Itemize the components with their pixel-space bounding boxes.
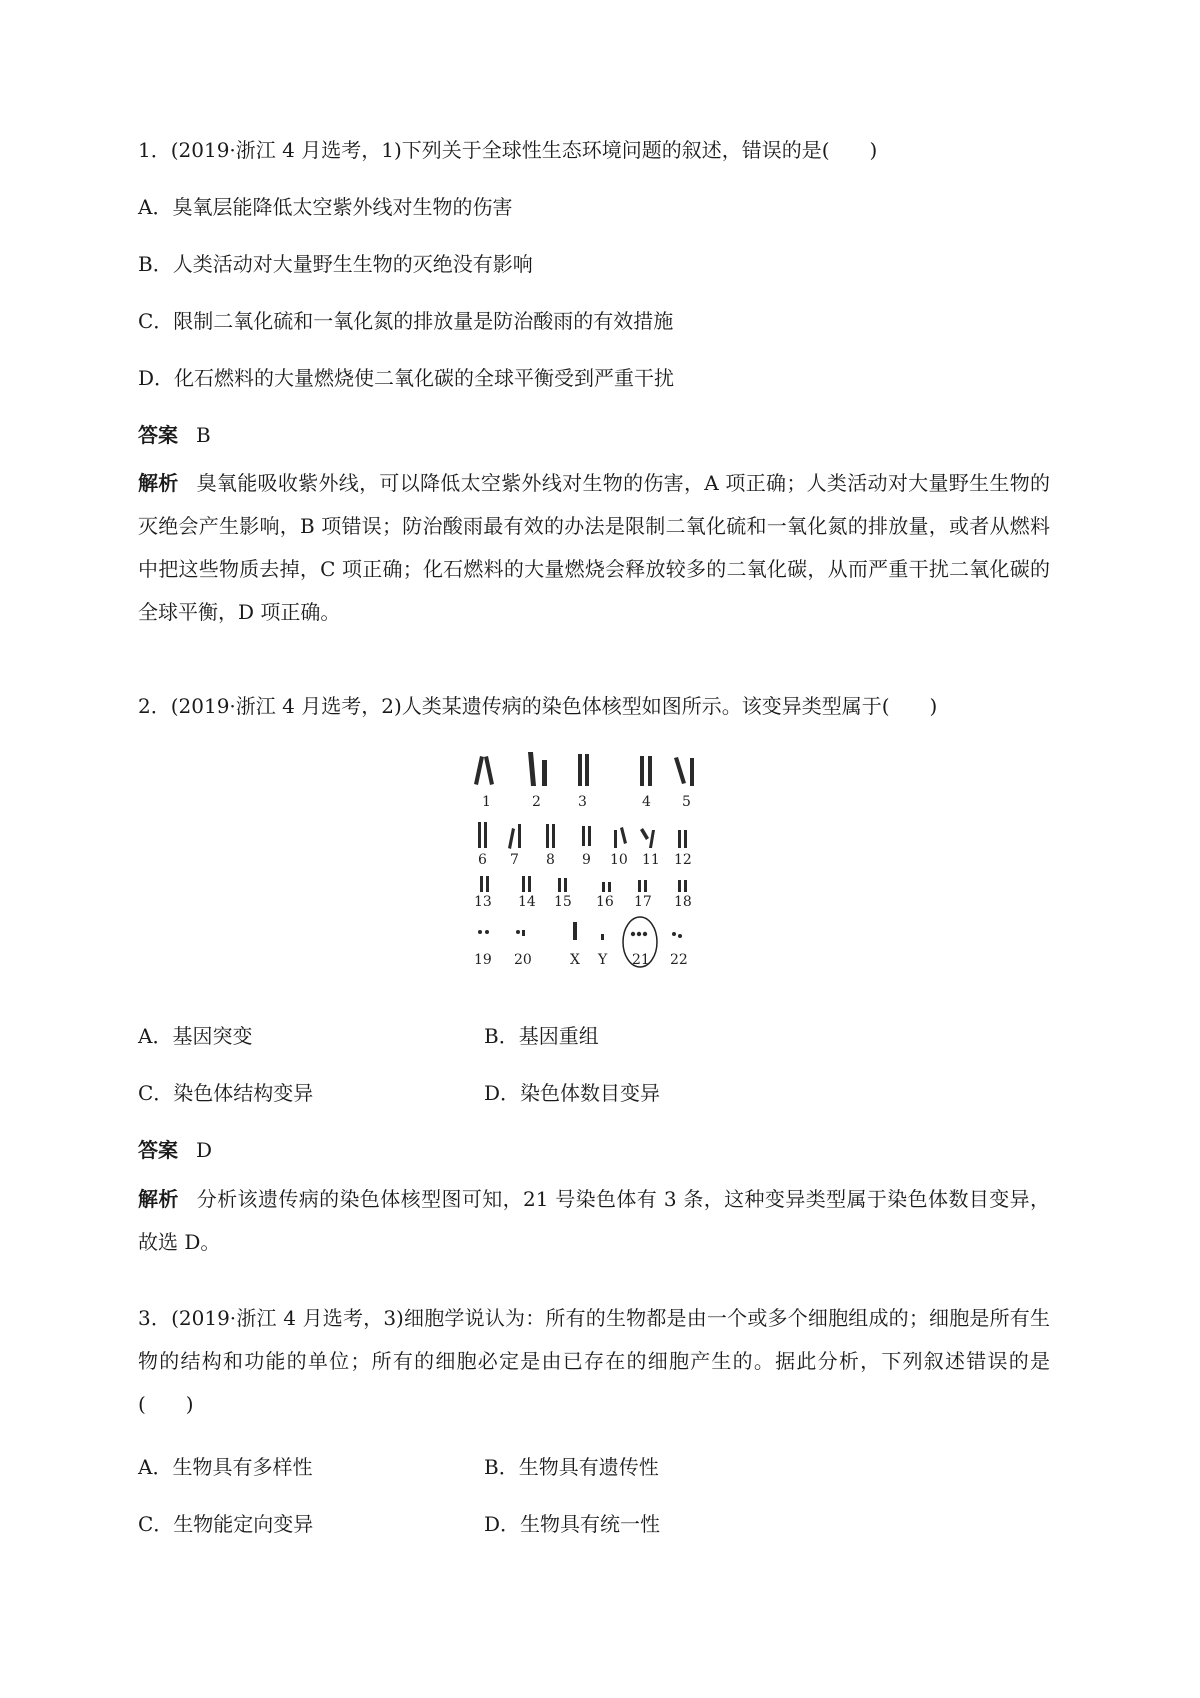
- analysis-text: 臭氧能吸收紫外线，可以降低太空紫外线对生物的伤害，A 项正确；人类活动对大量野生生物的灭绝会产生影响，B 项错误；防治酸雨最有效的办法是限制二氧化硫和一氧化氮的排放量，或者从燃料中把这些物质去掉，C 项正确；化石燃料的大量燃烧会释放较多的二氧化碳，从而严重干扰二氧化碳的全球平衡，D 项正确。: [138, 471, 1050, 624]
- q2-stem: 2．(2019·浙江 4 月选考，2)人类某遗传病的染色体核型如图所示。该变异类型属于( ): [138, 694, 938, 718]
- chromosome-label: 8: [546, 852, 555, 868]
- chromosome-label: 21: [632, 952, 650, 968]
- chromosome-label: 16: [596, 894, 614, 910]
- analysis-label: 解析: [138, 1187, 179, 1211]
- answer-label: 答案: [138, 423, 178, 447]
- chromosome-label: X: [570, 952, 580, 968]
- chromosome-label: 12: [674, 852, 692, 868]
- q2-option-d: D．染色体数目变异: [484, 1081, 661, 1105]
- q2-option-c: C．染色体结构变异: [138, 1081, 314, 1105]
- q1-option-d: D．化石燃料的大量燃烧使二氧化碳的全球平衡受到严重干扰: [138, 366, 675, 390]
- q3-option-b: B．生物具有遗传性: [484, 1455, 659, 1479]
- chromosome-pair-4: [640, 756, 652, 786]
- answer-label: 答案: [138, 1138, 178, 1162]
- q1-analysis: [138, 462, 1050, 634]
- q2-answer: [138, 1136, 212, 1164]
- q1-stem: 1．(2019·浙江 4 月选考，1)下列关于全球性生态环境问题的叙述，错误的是( ): [138, 138, 878, 162]
- chromosome-label: 20: [514, 952, 532, 968]
- chromosome-label: 2: [532, 794, 541, 810]
- chromosome-label: 1: [482, 794, 491, 810]
- q2-option-a: A．基因突变: [138, 1024, 253, 1048]
- chromosome-label: 17: [634, 894, 652, 910]
- chromosome-label: 6: [478, 852, 487, 868]
- chromosome-row-2: [478, 822, 687, 849]
- answer-value: D: [196, 1138, 213, 1162]
- chromosome-row-3: [480, 876, 687, 892]
- q2-option-b: B．基因重组: [484, 1024, 599, 1048]
- chromosome-label: 13: [474, 894, 492, 910]
- answer-value: B: [196, 423, 211, 447]
- chromosome-label: 11: [642, 852, 660, 868]
- chromosome-label: 9: [582, 852, 591, 868]
- q3-option-a: A．生物具有多样性: [138, 1455, 313, 1479]
- chromosome-pair-5: [674, 757, 694, 786]
- chromosome-label: 15: [554, 894, 572, 910]
- q1-answer: [138, 421, 211, 449]
- chromosome-label: 4: [642, 794, 651, 810]
- q3-option-d: D．生物具有统一性: [484, 1512, 661, 1536]
- chromosome-label: 14: [518, 894, 536, 910]
- chromosome-label: 19: [474, 952, 492, 968]
- q3-stem: 3．(2019·浙江 4 月选考，3)细胞学说认为：所有的生物都是由一个或多个细胞组成的；细胞是所有生物的结构和功能的单位；所有的细胞必定是由已存在的细胞产生的。据此分析，下列叙述错误的是( ): [138, 1306, 1050, 1416]
- chromosome-label: Y: [598, 952, 608, 968]
- chromosome-pair-2: [528, 752, 547, 786]
- q1-option-b: B．人类活动对大量野生生物的灭绝没有影响: [138, 252, 533, 276]
- analysis-label: 解析: [138, 471, 179, 495]
- chromosome-label: 7: [510, 852, 519, 868]
- analysis-text: 分析该遗传病的染色体核型图可知，21 号染色体有 3 条，这种变异类型属于染色体数目变异，故选 D。: [138, 1187, 1050, 1254]
- q1-option-a: A．臭氧层能降低太空紫外线对生物的伤害: [138, 195, 513, 219]
- karyotype-figure: [460, 748, 730, 988]
- chromosome-label: 10: [610, 852, 628, 868]
- chromosome-label: 3: [578, 794, 587, 810]
- q1-option-c: C．限制二氧化硫和一氧化氮的排放量是防治酸雨的有效措施: [138, 309, 674, 333]
- chromosome-label: 5: [682, 794, 691, 810]
- q3-option-c: C．生物能定向变异: [138, 1512, 314, 1536]
- chromosome-label: 18: [674, 894, 692, 910]
- chromosome-pair-3: [578, 754, 589, 786]
- q2-analysis: [138, 1178, 1050, 1264]
- chromosome-pair-1: [474, 756, 494, 785]
- chromosome-label: 22: [670, 952, 688, 968]
